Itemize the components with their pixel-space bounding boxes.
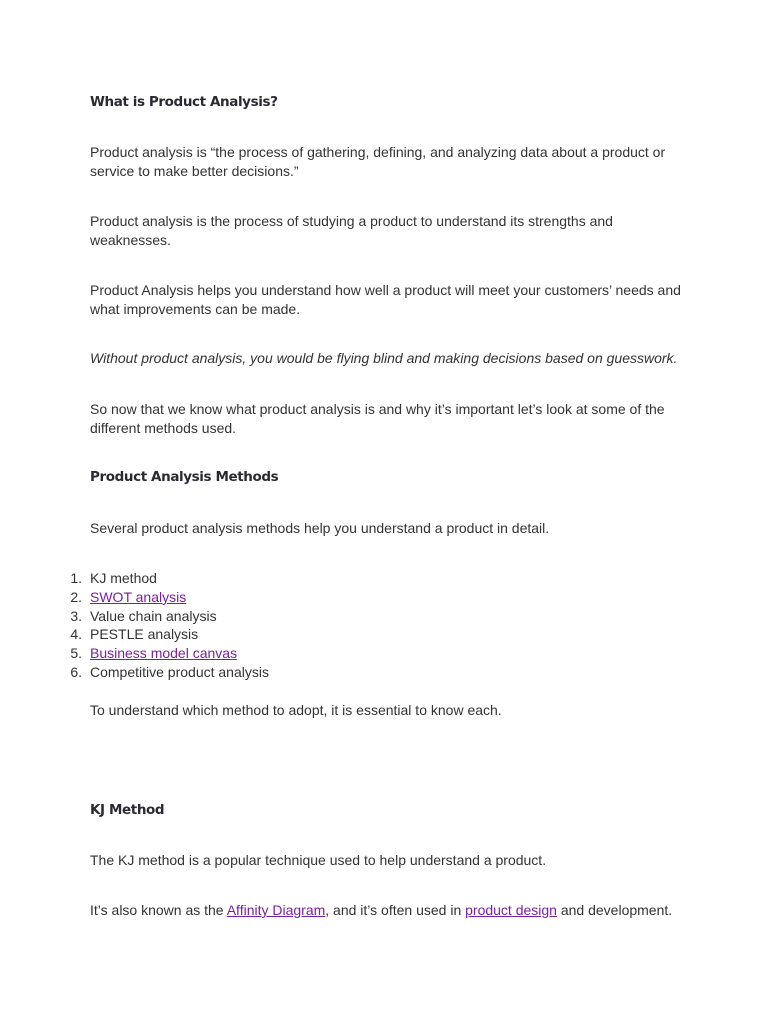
heading-kj-method: KJ Method	[90, 802, 165, 818]
paragraph-customer-needs: Product Analysis helps you understand how well a product will meet your customers’ needs and what improvements can be made.	[90, 282, 681, 317]
list-item	[70, 663, 269, 682]
list-item-label: Value chain analysis	[90, 607, 217, 624]
list-number: 4.	[70, 626, 82, 643]
affinity-diagram-link[interactable]: Affinity Diagram	[226, 902, 326, 918]
paragraph-several-methods: Several product analysis methods help you understand a product in detail.	[90, 520, 550, 536]
text-fragment: and development.	[556, 902, 673, 918]
list-number: 2.	[70, 588, 82, 605]
paragraph-choose-method: To understand which method to adopt, it is essential to know each.	[90, 702, 502, 718]
paragraph-flying-blind: Without product analysis, you would be flying blind and making decisions based on guesswork.	[90, 350, 678, 366]
swot-analysis-link[interactable]: SWOT analysis	[90, 588, 187, 605]
list-item	[70, 569, 269, 588]
heading-product-analysis-methods: Product Analysis Methods	[90, 469, 279, 485]
paragraph-kj-intro: The KJ method is a popular technique used to help understand a product.	[90, 852, 547, 868]
paragraph-affinity-diagram	[90, 901, 690, 920]
list-item	[70, 625, 269, 644]
heading-what-is-product-analysis: What is Product Analysis?	[90, 94, 278, 110]
paragraph-definition: Product analysis is “the process of gathering, defining, and analyzing data about a product or service to make better decisions.”	[90, 144, 666, 179]
list-number: 6.	[70, 663, 82, 680]
list-item-label: KJ method	[90, 570, 157, 586]
list-number: 5.	[70, 645, 82, 662]
methods-list	[70, 569, 269, 682]
list-item	[70, 607, 269, 626]
list-item-label: PESTLE analysis	[90, 626, 199, 643]
list-item	[70, 588, 269, 607]
product-design-link[interactable]: product design	[465, 902, 557, 918]
paragraph-methods-intro: So now that we know what product analysis is and why it’s important let’s look at some of the different methods used.	[90, 401, 665, 436]
list-item-label: Competitive product analysis	[90, 663, 269, 680]
business-model-canvas-link[interactable]: Business model canvas	[90, 645, 238, 662]
text-fragment: It’s also known as the	[90, 902, 227, 918]
list-item	[70, 644, 269, 663]
paragraph-strengths-weaknesses: Product analysis is the process of studying a product to understand its strengths and weaknesses.	[90, 213, 613, 248]
list-number: 3.	[70, 607, 82, 624]
text-fragment: , and it’s often used in	[325, 902, 466, 918]
list-number: 1.	[70, 570, 82, 586]
